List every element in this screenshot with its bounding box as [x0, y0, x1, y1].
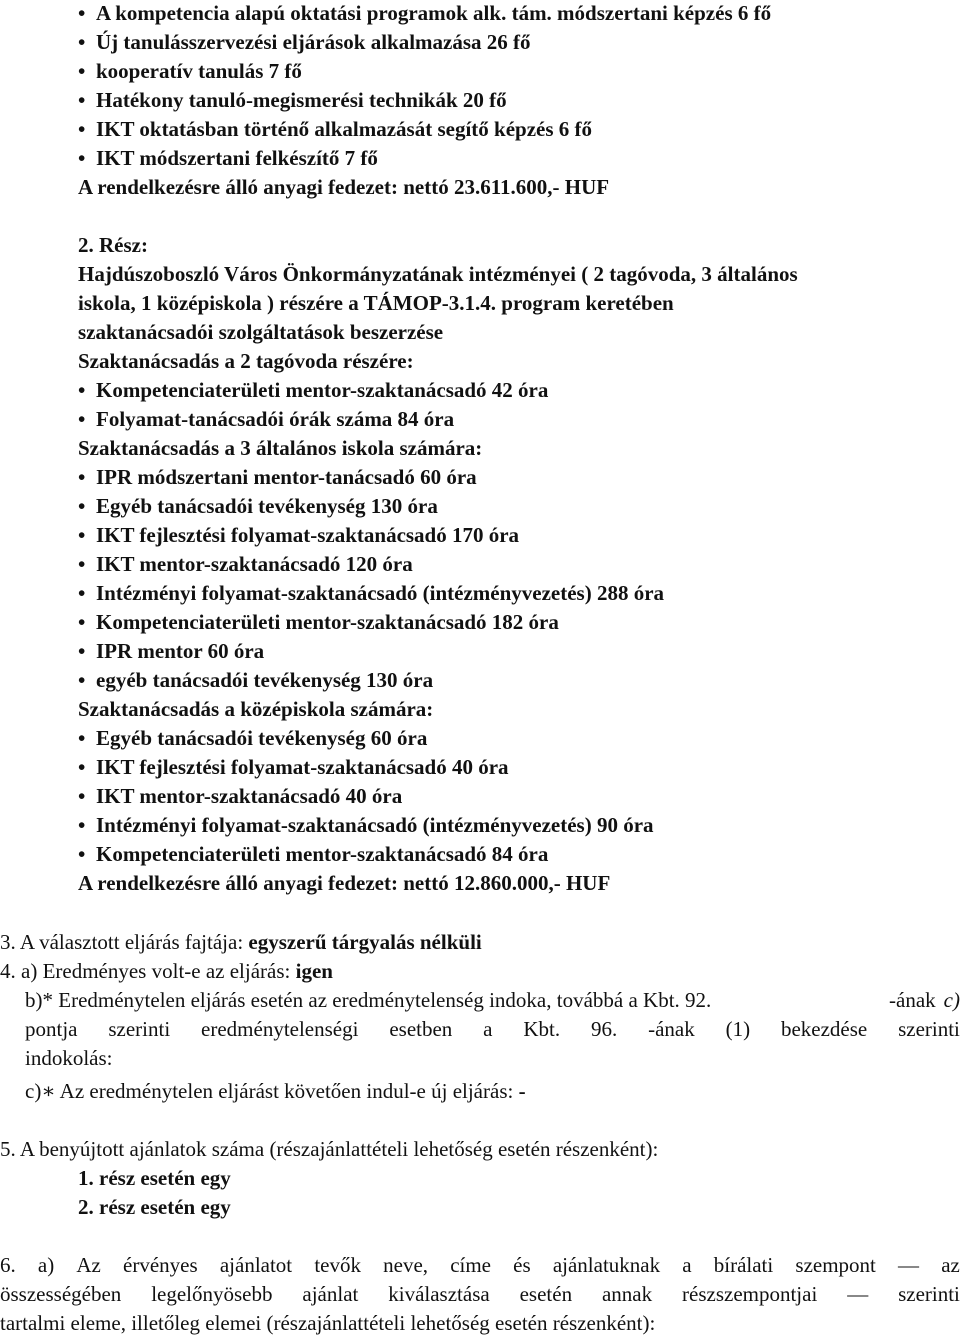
text-fragment: ajánlatuknak — [552, 1253, 661, 1277]
text-fragment: Az — [76, 1253, 101, 1277]
text-fragment: (1) — [725, 1017, 751, 1041]
text-fragment: kiválasztása — [388, 1282, 490, 1306]
list-item: • Egyéb tanácsadói tevékenység 130 óra — [78, 494, 438, 518]
text-fragment: b)* Eredménytelen eljárás esetén az eredménytelenség indoka, továbbá a Kbt. 92. — [25, 988, 712, 1012]
list-item: • IKT mentor-szaktanácsadó 40 óra — [78, 784, 403, 808]
section-5-label: 5. A benyújtott ajánlatok száma (részajánlattételi lehetőség esetén részenként): — [0, 1137, 659, 1161]
text-fragment: a — [682, 1253, 692, 1277]
text-fragment: az — [941, 1253, 960, 1277]
kindergarten-heading: Szaktanácsadás a 2 tagóvoda részére: — [78, 349, 414, 373]
part2-description: szaktanácsadói szolgáltatások beszerzése — [78, 320, 444, 344]
text-fragment: -ának — [648, 1017, 695, 1041]
section-4c — [25, 1078, 526, 1104]
section-6-line3: tartalmi eleme, illetőleg elemei (részajánlattételi lehetőség esetén részenként): — [0, 1311, 656, 1335]
text-fragment: érvényes — [123, 1253, 198, 1277]
list-item: • IPR mentor 60 óra — [78, 639, 265, 663]
text-fragment: pontja — [25, 1017, 78, 1041]
part2-funding: A rendelkezésre álló anyagi fedezet: nettó 12.860.000,- HUF — [78, 871, 611, 895]
list-item: • IKT módszertani felkészítő 7 fő — [78, 146, 378, 170]
section-5-part1: 1. rész esetén egy — [78, 1166, 231, 1190]
text-fragment: szempont — [795, 1253, 876, 1277]
list-item: • IKT fejlesztési folyamat-szaktanácsadó 40 óra — [78, 755, 509, 779]
section-6-line1 — [0, 1252, 960, 1278]
text-fragment: 96. — [590, 1017, 618, 1041]
text-fragment: c) — [943, 988, 960, 1012]
text-fragment: összességében — [0, 1282, 122, 1306]
list-item: • Folyamat-tanácsadói órák száma 84 óra — [78, 407, 455, 431]
list-item: • Kompetenciaterületi mentor-szaktanácsadó 84 óra — [78, 842, 549, 866]
text-fragment: — — [847, 1282, 869, 1306]
section-6-line2 — [0, 1281, 960, 1307]
list-item: • IKT fejlesztési folyamat-szaktanácsadó 170 óra — [78, 523, 520, 547]
text-fragment: neve, — [383, 1253, 429, 1277]
text-fragment: legelőnyösebb — [151, 1282, 273, 1306]
text-fragment: címe — [450, 1253, 491, 1277]
section-3 — [0, 929, 482, 955]
section-4c-value: - — [518, 1079, 526, 1103]
section-4a — [0, 958, 333, 984]
list-item: • Kompetenciaterületi mentor-szaktanácsadó 182 óra — [78, 610, 559, 634]
text-fragment: a) — [37, 1253, 55, 1277]
list-item: • Új tanulásszervezési eljárások alkalmazása 26 fő — [78, 30, 531, 54]
list-item: • IKT oktatásban történő alkalmazását segítő képzés 6 fő — [78, 117, 593, 141]
text-fragment: eredménytelenségi — [201, 1017, 359, 1041]
part2-description: Hajdúszoboszló Város Önkormányzatának intézményei ( 2 tagóvoda, 3 általános — [78, 262, 798, 286]
list-item: • egyéb tanácsadói tevékenység 130 óra — [78, 668, 434, 692]
text-fragment: ajánlatot — [219, 1253, 293, 1277]
list-item: • IKT mentor-szaktanácsadó 120 óra — [78, 552, 413, 576]
section-3-value: egyszerű tárgyalás nélküli — [248, 930, 482, 954]
part1-funding: A rendelkezésre álló anyagi fedezet: nettó 23.611.600,- HUF — [78, 175, 610, 199]
text-fragment: -ának — [889, 988, 936, 1012]
text-fragment: szerinti — [108, 1017, 171, 1041]
list-item: • Kompetenciaterületi mentor-szaktanácsadó 42 óra — [78, 378, 549, 402]
section-4a-value: igen — [295, 959, 333, 983]
text-fragment: bírálati — [713, 1253, 774, 1277]
section-4b-line2 — [25, 1016, 960, 1042]
part2-description: iskola, 1 középiskola ) részére a TÁMOP-3.1.4. program keretében — [78, 291, 674, 315]
text-fragment: Kbt. — [523, 1017, 561, 1041]
section-4c-label: c)∗ Az eredménytelen eljárást követően indul-e új eljárás: — [25, 1079, 514, 1103]
text-fragment: bekezdése — [780, 1017, 868, 1041]
text-fragment: esetén — [519, 1282, 573, 1306]
section-4b-line1 — [25, 987, 960, 1013]
section-5-part2: 2. rész esetén egy — [78, 1195, 231, 1219]
primary-school-heading: Szaktanácsadás a 3 általános iskola számára: — [78, 436, 483, 460]
list-item: • Intézményi folyamat-szaktanácsadó (intézményvezetés) 288 óra — [78, 581, 665, 605]
part2-heading: 2. Rész: — [78, 233, 148, 257]
text-fragment: részszempontjai — [682, 1282, 818, 1306]
text-fragment: 6. — [0, 1253, 16, 1277]
text-fragment: szerinti — [898, 1282, 960, 1306]
list-item: • Egyéb tanácsadói tevékenység 60 óra — [78, 726, 428, 750]
text-fragment: annak — [601, 1282, 653, 1306]
text-fragment: tevők — [314, 1253, 361, 1277]
section-4a-label: 4. a) Eredményes volt-e az eljárás: — [0, 959, 291, 983]
list-item: • Hatékony tanuló-megismerési technikák 20 fő — [78, 88, 507, 112]
text-fragment: a — [483, 1017, 493, 1041]
list-item: • IPR módszertani mentor-tanácsadó 60 óra — [78, 465, 477, 489]
list-item: • A kompetencia alapú oktatási programok alk. tám. módszertani képzés 6 fő — [78, 1, 772, 25]
text-fragment: — — [898, 1253, 920, 1277]
list-item: • kooperatív tanulás 7 fő — [78, 59, 302, 83]
list-item: • Intézményi folyamat-szaktanácsadó (intézményvezetés) 90 óra — [78, 813, 654, 837]
text-fragment: és — [513, 1253, 531, 1277]
text-fragment: esetben — [389, 1017, 453, 1041]
secondary-school-heading: Szaktanácsadás a középiskola számára: — [78, 697, 434, 721]
text-fragment: szerinti — [898, 1017, 960, 1041]
section-3-label: 3. A választott eljárás fajtája: — [0, 930, 244, 954]
section-4b-line3: indokolás: — [25, 1046, 113, 1070]
text-fragment: ajánlat — [302, 1282, 359, 1306]
